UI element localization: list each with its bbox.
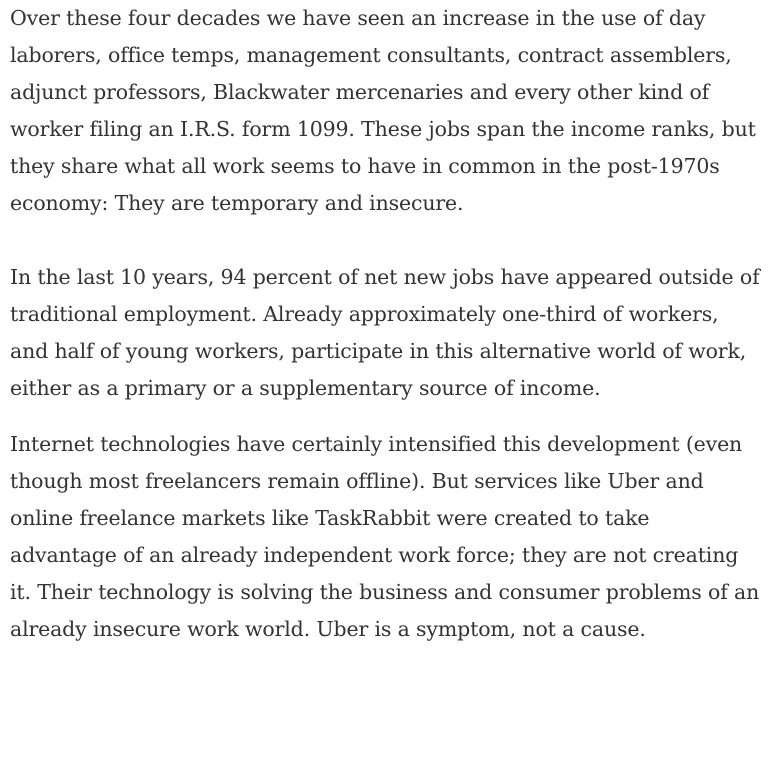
paragraph-internet-technologies: Internet technologies have certainly intensified this development (even though most freelancers remain offline). But services like Uber and online freelance markets like TaskRabbit were created to take advantage of an already independent work force; they are not creating it. Their technology is solving the business and consumer problems of an already insecure work world. Uber is a symptom, not a cause.	[10, 432, 760, 641]
paragraph-new-jobs-statistics: In the last 10 years, 94 percent of net new jobs have appeared outside of traditional employment. Already approximately one-third of workers, and half of young workers, participate in this alternative world of work, either as a primary or a supplementary source of income.	[10, 265, 760, 400]
paragraph-contingent-work: Over these four decades we have seen an increase in the use of day laborers, office temps, management consultants, contract assemblers, adjunct professors, Blackwater mercenaries and every other kind of worker filing an I.R.S. form 1099. These jobs span the income ranks, but they share what all work seems to have in common in the post-1970s economy: They are temporary and insecure.	[10, 6, 756, 215]
